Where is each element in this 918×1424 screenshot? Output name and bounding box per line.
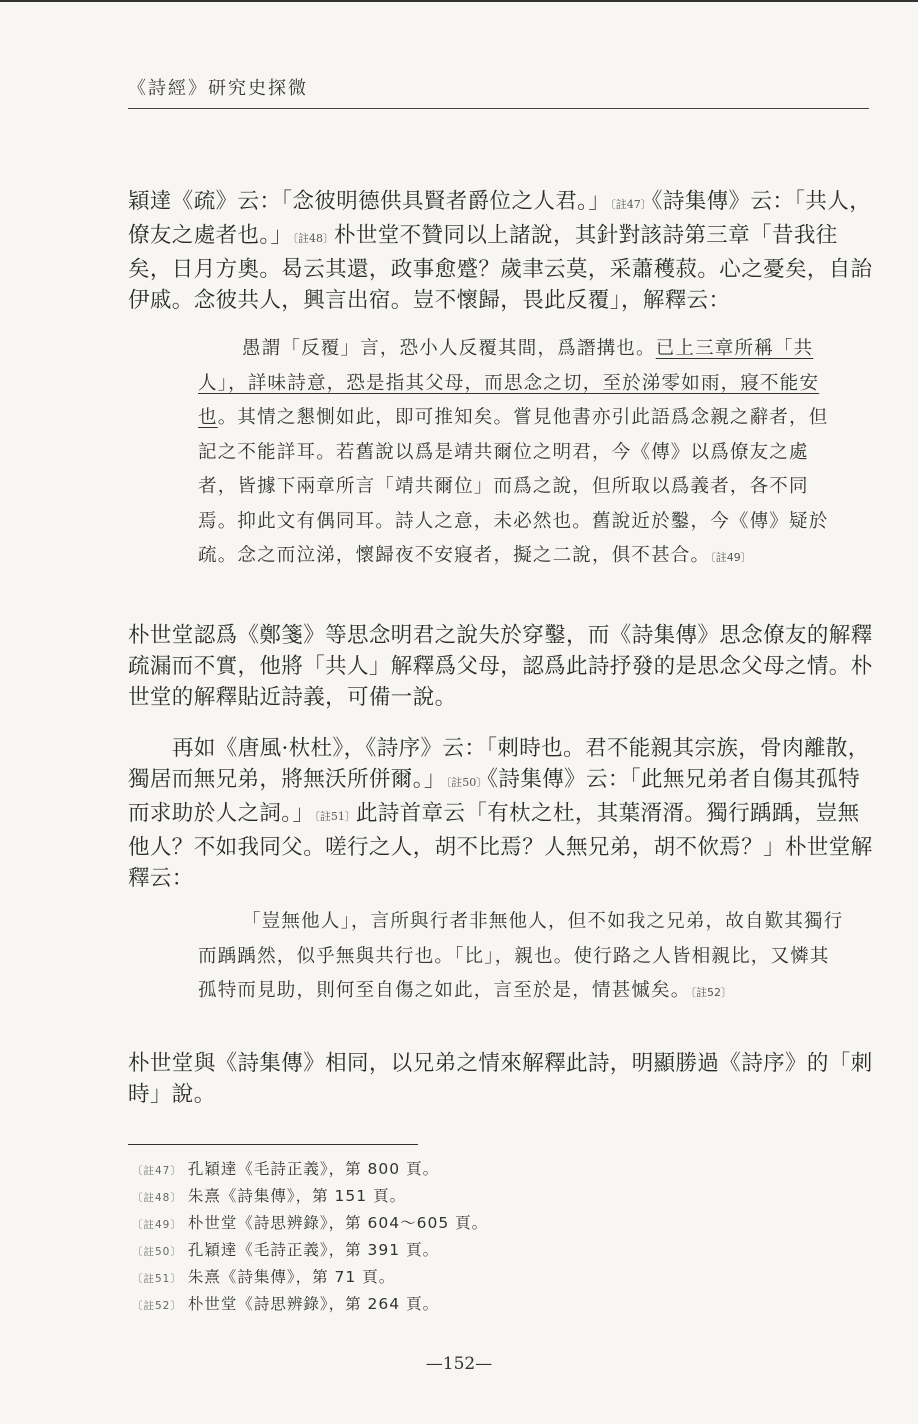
p4-text: 朴世堂與《詩集傳》相同，以兄弟之情來解釋此詩，明顯勝過《詩序》的「刺時」說。 bbox=[128, 1051, 873, 1107]
footnote-item bbox=[132, 1184, 488, 1211]
header-rule bbox=[128, 108, 869, 109]
footnote-text: 朴世堂《詩思辨錄》，第 604～605 頁。 bbox=[187, 1214, 489, 1232]
page-number: —152— bbox=[425, 1354, 493, 1374]
paragraph-2 bbox=[128, 620, 873, 713]
p3-text-c: 此詩首章云「有杕之杜，其葉湑湑。獨行踽踽，豈無他人？不如我同父。嗟行之人，胡不比焉？人無兄弟，胡不佽焉？」朴世堂解釋云： bbox=[128, 801, 873, 891]
note-ref-52: 〔註52〕 bbox=[690, 986, 733, 999]
q1-text-b: 。其情之懇惻如此，即可推知矣。嘗見他書亦引此語爲念親之辭者，但記之不能詳耳。若舊說以爲是靖共爾位之明君，今《傳》以爲僚友之處者，皆據下兩章所言「靖共爾位」而爲之說，但所取以爲義者，各不同焉。抑此文有偶同耳。詩人之意，未必然也。舊說近於鑿，今《傳》疑於疏。念之而泣涕，懷歸夜不安寢者，擬之二說，俱不甚合。 bbox=[198, 407, 829, 566]
p1-text-c: 朴世堂不贊同以上諸說，其針對該詩第三章「昔我往矣，日月方奧。曷云其還，政事愈蹙？歲聿云莫，采蕭穫菽。心之憂矣，自詒伊戚。念彼共人，興言出宿。豈不懷歸，畏此反覆」，解釋云： bbox=[128, 223, 873, 313]
footnote-tag: 〔註52〕 bbox=[132, 1300, 182, 1312]
p3-text-a: 再如《唐風·杕杜》，《詩序》云：「刺時也。君不能親其宗族，骨肉離散，獨居而無兄弟，將無沃所併爾。」 bbox=[128, 736, 870, 792]
footnote-rule bbox=[128, 1144, 418, 1145]
note-ref-47: 〔註47〕 bbox=[610, 198, 652, 211]
footnote-tag: 〔註49〕 bbox=[132, 1219, 182, 1231]
footnote-tag: 〔註48〕 bbox=[132, 1192, 182, 1204]
footnote-item bbox=[132, 1157, 488, 1184]
footnote-tag: 〔註47〕 bbox=[132, 1165, 182, 1177]
footnote-text: 朱熹《詩集傳》，第 71 頁。 bbox=[187, 1268, 396, 1286]
q1-text-a: 愚謂「反覆」言，恐小人反覆其間，爲譖搆也。 bbox=[242, 338, 656, 359]
footnote-text: 孔穎達《毛詩正義》，第 800 頁。 bbox=[187, 1160, 440, 1178]
block-quote-2 bbox=[198, 905, 848, 1011]
footnote-text: 朴世堂《詩思辨錄》，第 264 頁。 bbox=[187, 1295, 440, 1313]
footnote-list bbox=[132, 1157, 488, 1319]
footnote-text: 朱熹《詩集傳》，第 151 頁。 bbox=[187, 1187, 407, 1205]
note-ref-51: 〔註51〕 bbox=[314, 810, 356, 823]
note-ref-48: 〔註48〕 bbox=[292, 232, 334, 245]
paragraph-1 bbox=[128, 186, 873, 316]
footnote-item bbox=[132, 1238, 488, 1265]
running-header: 《詩經》研究史探微 bbox=[128, 78, 308, 99]
q1-underlined-text: 已上三章所稱「共人」，詳味詩意，恐是指其父母，而思念之切，至於涕零如雨，寢不能安也 bbox=[198, 338, 820, 428]
p1-text-b: 《詩集傳》云：「共人，僚友之處者也。」 bbox=[128, 189, 872, 248]
p3-text-b: 《詩集傳》云：「此無兄弟者自傷其孤特而求助於人之詞。」 bbox=[128, 767, 860, 826]
q2-text: 「豈無他人」，言所與行者非無他人，但不如我之兄弟，故自歎其獨行而踽踽然，似乎無與共行也。「比」，親也。使行路之人皆相親比，又憐其孤特而見助，則何至自傷之如此，言至於是，情甚慽矣。 bbox=[198, 911, 844, 1001]
block-quote-1 bbox=[198, 332, 848, 576]
footnote-item bbox=[132, 1211, 488, 1238]
footnote-item bbox=[132, 1292, 488, 1319]
footnote-item bbox=[132, 1265, 488, 1292]
footnote-text: 孔穎達《毛詩正義》，第 391 頁。 bbox=[187, 1241, 440, 1259]
note-ref-50: 〔註50〕 bbox=[445, 776, 488, 789]
paragraph-4 bbox=[128, 1048, 873, 1110]
p1-text-a: 穎達《疏》云：「念彼明德供具賢者爵位之人君。」 bbox=[128, 189, 611, 214]
p2-text: 朴世堂認爲《鄭箋》等思念明君之說失於穿鑿，而《詩集傳》思念僚友的解釋疏漏而不實，他將「共人」解釋爲父母，認爲此詩抒發的是思念父母之情。朴世堂的解釋貼近詩義，可備一說。 bbox=[128, 623, 873, 710]
footnote-tag: 〔註51〕 bbox=[132, 1273, 182, 1285]
note-ref-49: 〔註49〕 bbox=[710, 551, 752, 564]
paragraph-3 bbox=[128, 733, 873, 894]
footnote-tag: 〔註50〕 bbox=[132, 1246, 182, 1258]
top-border bbox=[0, 0, 918, 2]
